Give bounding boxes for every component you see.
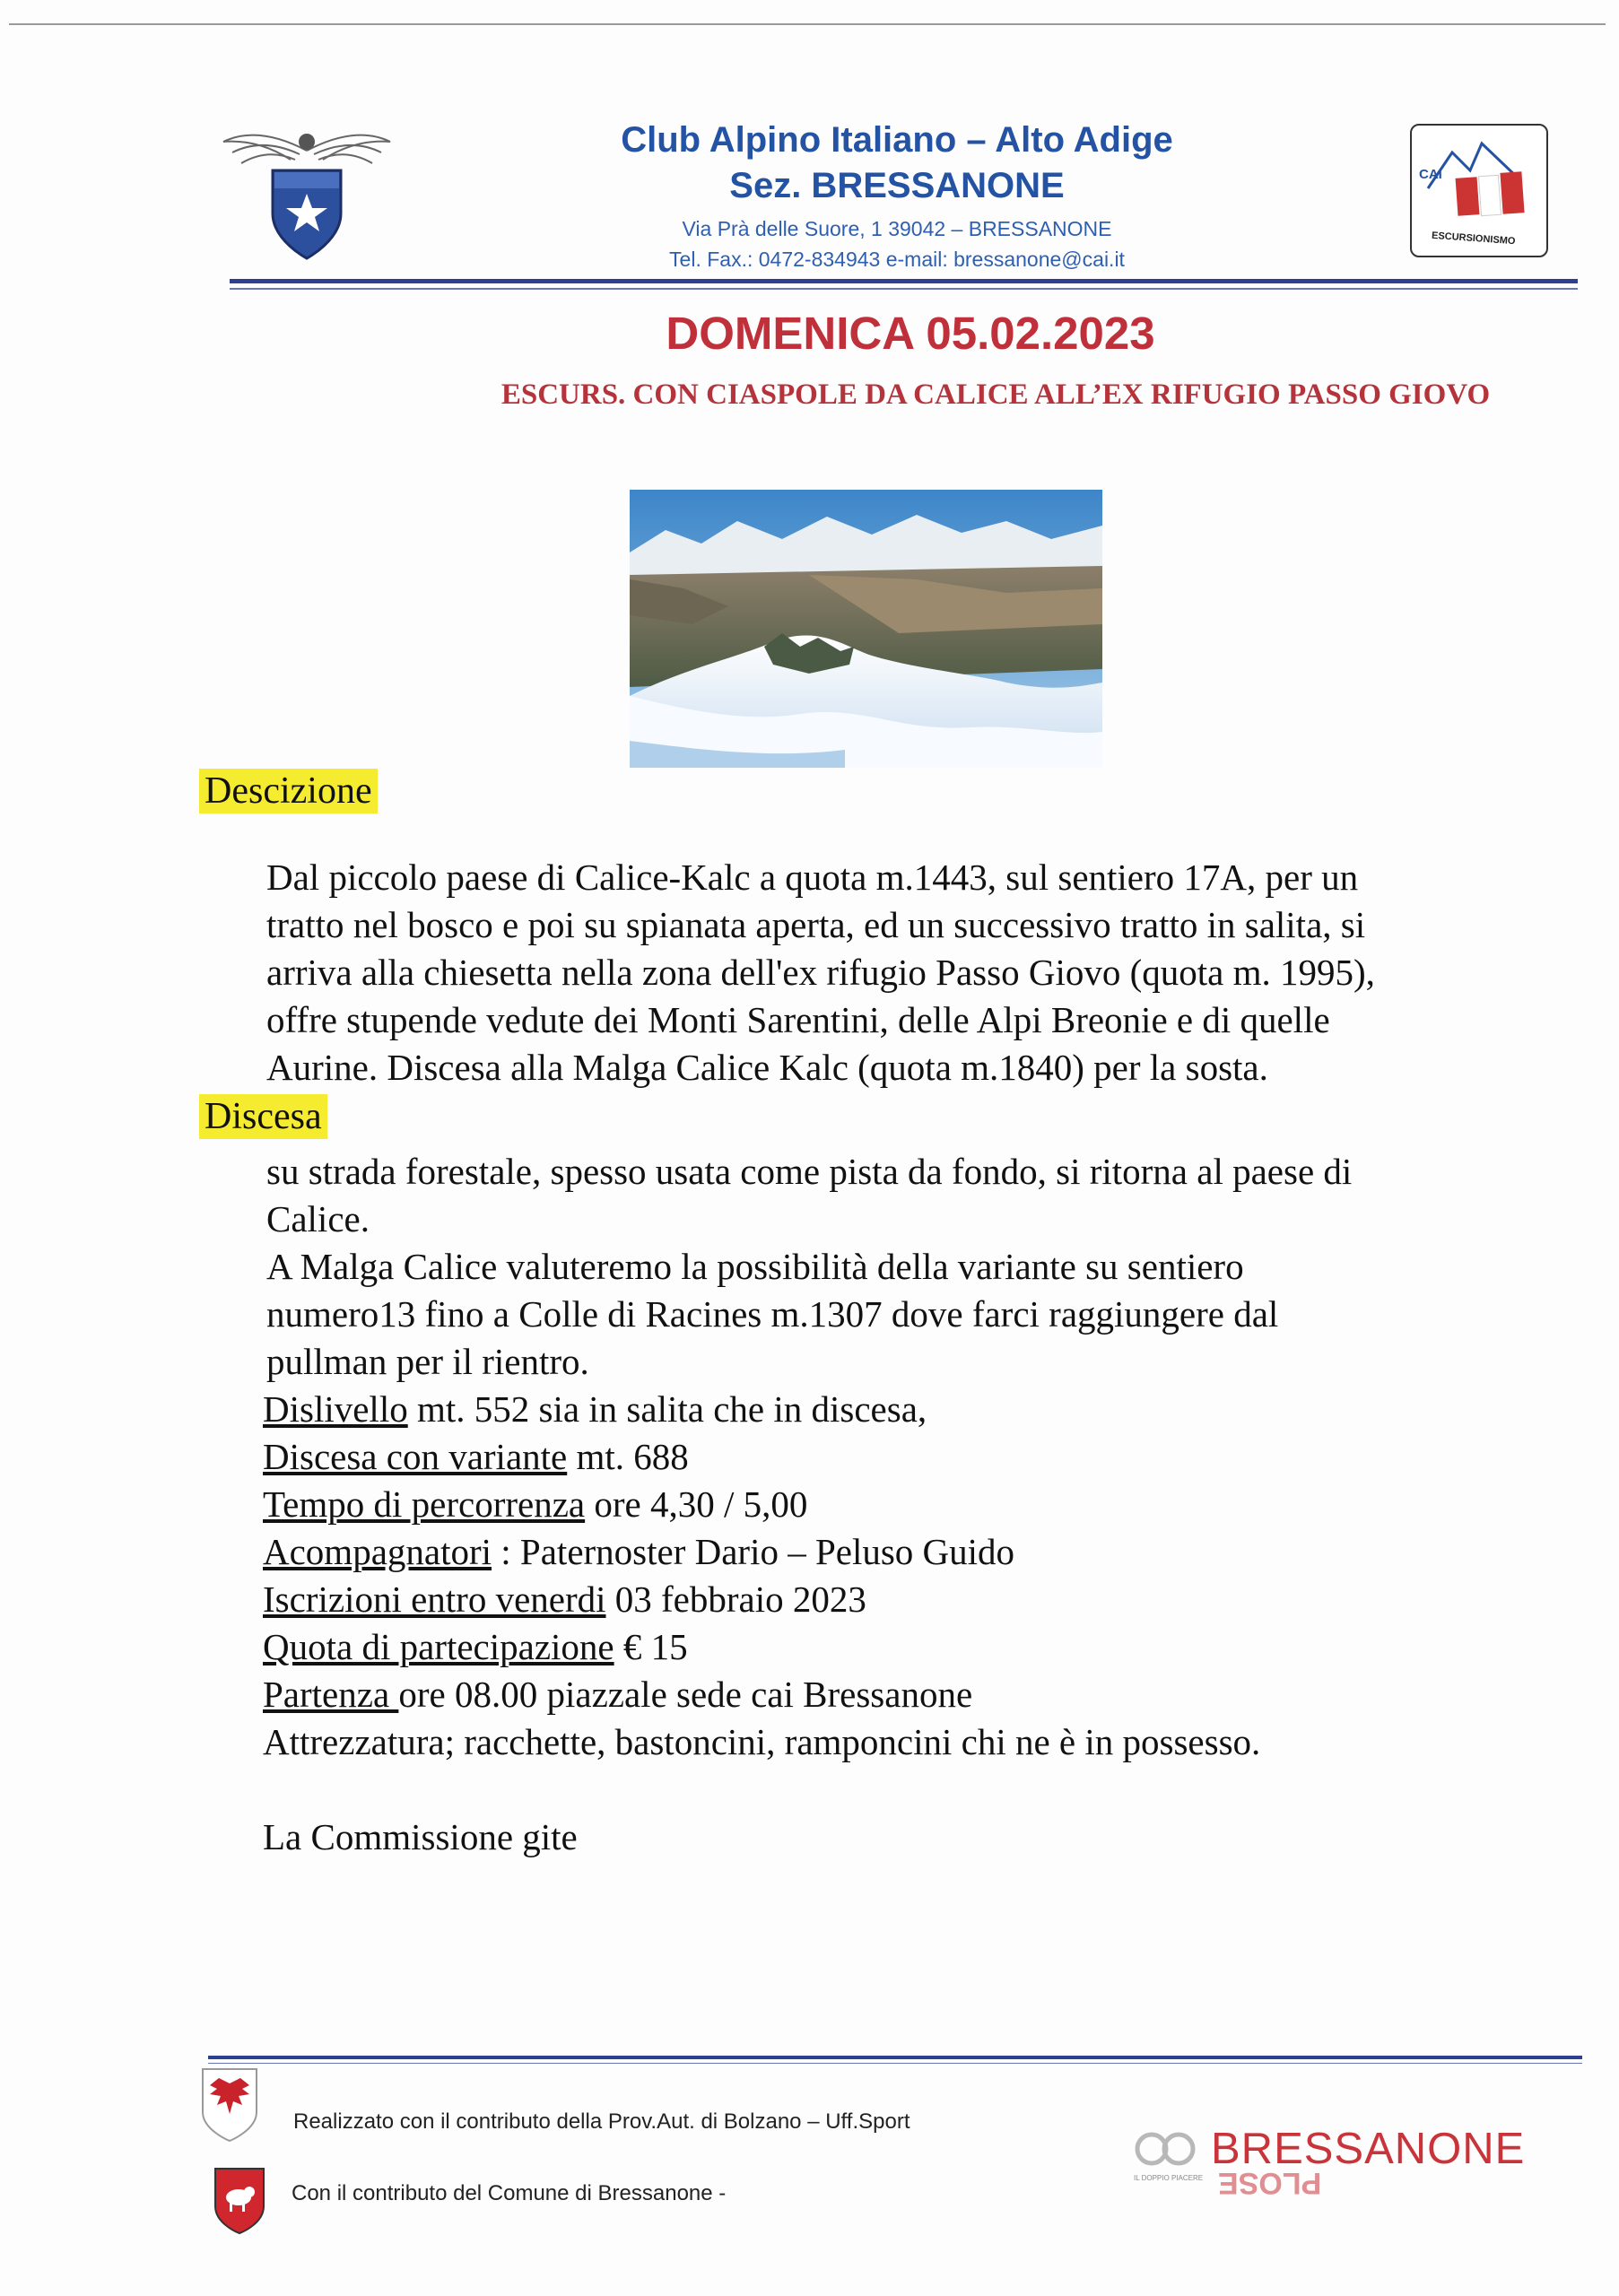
iscrizioni-label: Iscrizioni entro venerdi: [263, 1578, 606, 1620]
partenza-label: Partenza: [263, 1674, 399, 1715]
descent-line: A Malga Calice valuteremo la possibilità della variante su sentiero: [266, 1246, 1244, 1287]
brand-plose: PLOSE: [1218, 2166, 1322, 2200]
brand-tagline: IL DOPPIO PIACERE: [1134, 2174, 1204, 2182]
description-line: Aurine. Discesa alla Malga Calice Kalc (quota m.1840) per la sosta.: [266, 1047, 1268, 1088]
dislivello-row: [263, 1386, 1590, 1433]
descent-line: su strada forestale, spesso usata come pista da fondo, si ritorna al paese di: [266, 1151, 1353, 1192]
logo-escursionismo-text: ESCURSIONISMO: [1431, 230, 1516, 248]
dislivello-label: Dislivello: [263, 1388, 408, 1430]
cai-eagle-logo: [219, 115, 395, 267]
south-tyrol-eagle-shield-icon: [199, 2066, 260, 2144]
tempo-value: ore 4,30 / 5,00: [585, 1483, 808, 1525]
description-body: [266, 854, 1585, 1091]
variante-label: Discesa con variante: [263, 1436, 568, 1477]
spacer: [263, 1766, 1590, 1813]
logo-cai-text: CAI: [1419, 167, 1442, 182]
description-line: Dal piccolo paese di Calice-Kalc a quota m.1443, sul sentiero 17A, per un: [266, 857, 1359, 898]
bressanone-lamb-shield-icon: [212, 2165, 267, 2237]
tempo-row: [263, 1481, 1590, 1528]
iscrizioni-value: 03 febbraio 2023: [605, 1578, 866, 1620]
descent-line: Calice.: [266, 1198, 370, 1239]
event-title: ESCURS. CON CIASPOLE DA CALICE ALL’EX RIFUGIO PASSO GIOVO: [500, 378, 1491, 411]
brand-bressanone: BRESSANONE: [1211, 2125, 1526, 2173]
attrezzatura-row: Attrezzatura; racchette, bastoncini, ramponcini chi ne è in possesso.: [263, 1721, 1261, 1762]
description-label: Descizione: [199, 769, 378, 813]
accompagnatori-value: : Paternoster Dario – Peluso Guido: [492, 1531, 1015, 1572]
cai-escursionismo-logo: [1410, 124, 1548, 257]
scan-top-rule: [9, 23, 1606, 25]
description-line: offre stupende vedute dei Monti Sarentini, delle Alpi Breonie e di quelle: [266, 999, 1330, 1040]
variante-value: mt. 688: [567, 1436, 689, 1477]
description-heading: [199, 770, 378, 813]
description-line: arriva alla chiesetta nella zona dell'ex rifugio Passo Giovo (quota m. 1995),: [266, 952, 1375, 993]
accompagnatori-label: Acompagnatori: [263, 1531, 492, 1572]
trip-details: [263, 1386, 1590, 1861]
org-name: Club Alpino Italiano – Alto Adige: [621, 120, 1173, 160]
footer-divider-thin: [208, 2063, 1582, 2064]
org-header: [556, 117, 1238, 274]
org-contact: Tel. Fax.: 0472-834943 e-mail: bressanone@cai.it: [669, 248, 1125, 271]
bressanone-plose-logo: [1132, 2124, 1526, 2200]
descent-body: [266, 1148, 1585, 1386]
double-ring-icon: [1132, 2131, 1207, 2167]
variante-row: [263, 1433, 1590, 1481]
mountain-snow-photo: [630, 490, 1102, 768]
tempo-label: Tempo di percorrenza: [263, 1483, 586, 1525]
iscrizioni-row: [263, 1576, 1590, 1623]
footer-divider: [208, 2056, 1582, 2059]
descent-label: Discesa: [199, 1094, 327, 1139]
footer-comune-credit: Con il contributo del Comune di Bressanone -: [292, 2181, 727, 2205]
signature: La Commissione gite: [263, 1816, 578, 1857]
event-date: DOMENICA 05.02.2023: [666, 308, 1155, 359]
dislivello-value: mt. 552 sia in salita che in discesa,: [407, 1388, 927, 1430]
quota-label: Quota di partecipazione: [263, 1626, 614, 1667]
footer-province-credit: Realizzato con il contributo della Prov.Aut. di Bolzano – Uff.Sport: [293, 2109, 910, 2134]
quota-row: [263, 1623, 1590, 1671]
descent-heading: [199, 1095, 327, 1138]
partenza-value: ore 08.00 piazzale sede cai Bressanone: [398, 1674, 973, 1715]
descent-line: pullman per il rientro.: [266, 1341, 589, 1382]
org-section: Sez. BRESSANONE: [729, 166, 1065, 205]
descent-line: numero13 fino a Colle di Racines m.1307 dove farci raggiungere dal: [266, 1293, 1279, 1335]
accompagnatori-row: [263, 1528, 1590, 1576]
org-address: Via Prà delle Suore, 1 39042 – BRESSANONE: [682, 217, 1112, 240]
description-line: tratto nel bosco e poi su spianata aperta, ed un successivo tratto in salita, si: [266, 904, 1366, 945]
header-divider: [230, 279, 1578, 283]
header-divider-thin: [230, 288, 1578, 290]
partenza-row: [263, 1671, 1590, 1718]
quota-value: € 15: [614, 1626, 688, 1667]
